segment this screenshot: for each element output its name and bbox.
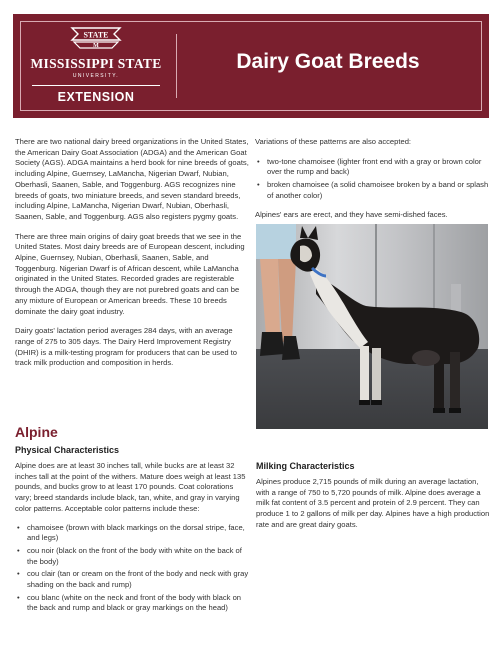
intro-column [15, 137, 249, 378]
logo-university-sub: UNIVERSITY. [72, 73, 120, 79]
milking-characteristics-body [256, 477, 492, 531]
color-pattern-item: • cou clair (tan or cream on the front of the body and neck with gray shading on the back and rump) [15, 569, 249, 590]
alpine-goat-photo [256, 224, 488, 429]
physical-characteristics-heading: Physical Characteristics [15, 445, 120, 455]
ears-note: Alpines' ears are erect, and they have semi-dished faces. [255, 209, 448, 219]
color-pattern-item: • chamoisee (brown with black markings on the dorsal stripe, face, and legs) [15, 523, 249, 544]
physical-characteristics-text: Alpine does are at least 30 inches tall, while bucks are at least 32 inches tall at the point of the withers. Mature does weigh at least 135 pounds, and bucks grow to at least 170 pounds. Coat colorations vary; breed standards include black, tan, white, and gray in varying color patterns. Acceptable color patterns include these: [15, 461, 246, 513]
logo-rule [32, 85, 160, 86]
msu-seal-icon [64, 26, 128, 52]
header-banner [13, 14, 489, 118]
seal-text: STATE [83, 30, 109, 40]
variations-intro: Variations of these patterns are also accepted: [255, 137, 412, 146]
msu-extension-logo [21, 26, 171, 110]
variation-item: • broken chamoisee (a solid chamoisee broken by a band or splash of another color) [255, 180, 491, 201]
logo-university-name: MISSISSIPPI STATE [30, 56, 162, 71]
milking-characteristics-text: Alpines produce 2,715 pounds of milk during an average lactation, with a range of 750 to 5,720 pounds of milk. Alpine does average a milk fat content of 3.5 percent and protein of 2.9 percent. They can produce 1 to 2 gallons of milk per day. Alpines have a high production rate and are great dairy goats. [256, 477, 490, 529]
variations-column [255, 137, 491, 229]
variation-item: • two-tone chamoisee (lighter front end with a gray or brown color over the rump and back) [255, 157, 491, 178]
color-patterns-list [15, 523, 249, 615]
svg-text:M: M [93, 43, 99, 49]
intro-paragraph-2: There are three main origins of dairy goat breeds that we see in the United States. Most dairy breeds are of European descent, including Alpine, Guernsey, Nubian, Oberhasli, Saanen, Sable, and Toggenburg. Nigerian Dwarf is of African descent, while LaMancha originated in the United States. Recorded grades are registerable through the ADGA, though they are not purebred goats and can be any mixture of European or American breeds. These 10 breeds dominate the dairy goat industry. [15, 231, 245, 316]
milking-characteristics-heading: Milking Characteristics [256, 461, 355, 471]
intro-paragraph-3: Dairy goats' lactation period averages 284 days, with an average range of 275 to 305 days. The Dairy Herd Improvement Registry (DHIR) is a milk-testing program for producers that can be used to track milk production and composition in herds. [15, 326, 237, 368]
color-pattern-item: • cou blanc (white on the neck and front of the body with black on the back and rump and black or gray markings on the head) [15, 593, 249, 614]
intro-paragraph-1: There are two national dairy breed organizations in the United States, the American Dairy Goat Association (ADGA) and the American Goat Society (AGS). ADGA maintains a herd book for nine breeds of goats, including Alpine, Guernsey, LaMancha, Nigerian Dwarf, Nubian, Oberhasli, Saanen, Sable, and Toggenburg. AGS recognizes nine breeds of goats, two miniature breeds, and seven standard breeds, including Alpine, LaMancha, Nigerian Dwarf, Nubian, Oberhasli, Saanen, Sable, and Toggenburg. AGS also registers pygmy goats. [15, 137, 249, 221]
logo-extension: EXTENSION [57, 90, 135, 104]
banner-divider [176, 34, 177, 98]
color-pattern-item: • cou noir (black on the front of the body with white on the back of the body) [15, 546, 249, 567]
page-title: Dairy Goat Breeds [236, 50, 420, 73]
alpine-heading: Alpine [15, 424, 58, 440]
physical-characteristics-body [15, 461, 249, 622]
variations-list [255, 157, 491, 202]
